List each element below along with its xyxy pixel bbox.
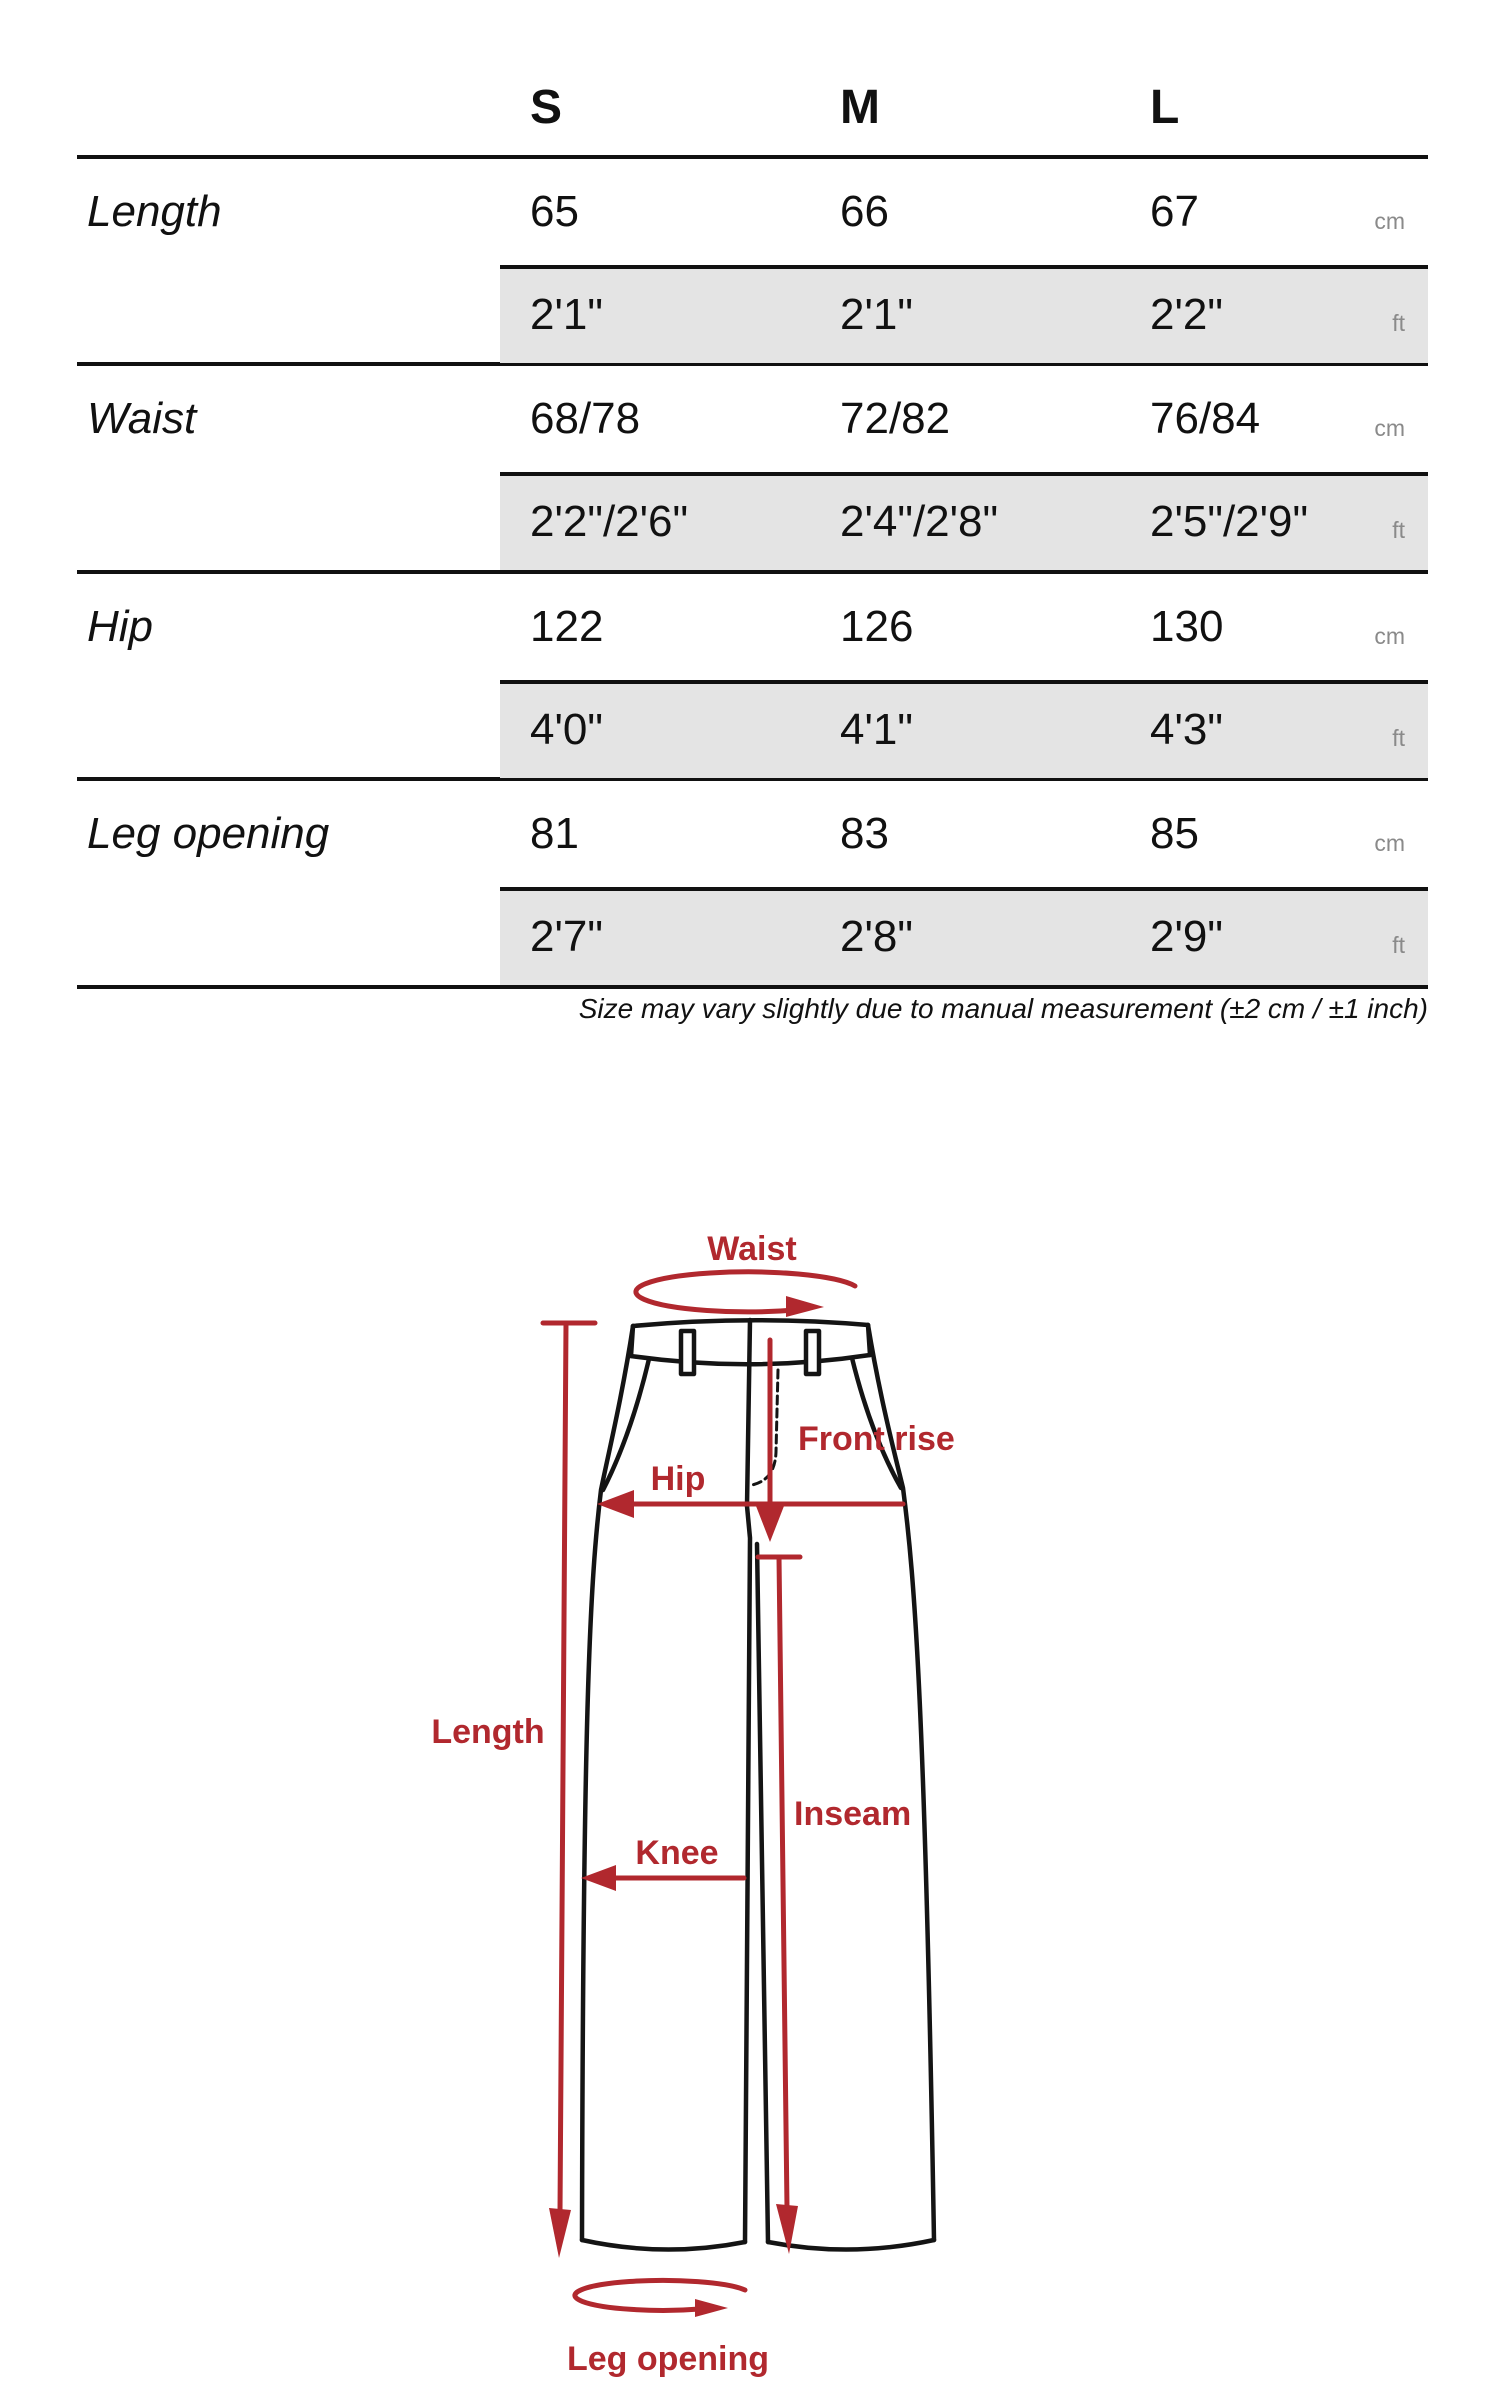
inseam-arrow-line [779, 1557, 787, 2208]
cell-ft-l: 2'5"/2'9" [1150, 497, 1309, 546]
pants-outline [582, 1320, 934, 2250]
column-header-m: M [840, 81, 880, 134]
column-header-s: S [530, 81, 563, 134]
unit-ft: ft [1392, 725, 1405, 751]
cell-ft-l: 2'9" [1150, 912, 1223, 961]
measurement-note: Size may vary slightly due to manual measurement (±2 cm / ±1 inch) [578, 993, 1428, 1024]
leg-opening-label: Leg opening [566, 2340, 770, 2378]
cell-cm-l: 67 [1150, 187, 1199, 236]
row-label: Hip [87, 602, 154, 651]
cell-ft-s: 2'1" [530, 290, 603, 339]
cell-ft-l: 4'3" [1150, 705, 1223, 754]
left-hem [582, 2240, 745, 2250]
belt-loop-right [806, 1331, 819, 1374]
leg-opening-arrowhead [695, 2299, 728, 2317]
left-outer-seam [582, 1326, 633, 2240]
row-label: Leg opening [87, 809, 330, 858]
cell-cm-s: 81 [530, 809, 579, 858]
length-label: Length [431, 1713, 545, 1751]
waist-arrowhead [786, 1296, 824, 1317]
cell-cm-s: 65 [530, 187, 579, 236]
front-rise-arrowhead [756, 1506, 784, 1542]
cell-ft-s: 4'0" [530, 705, 603, 754]
cell-ft-m: 2'4"/2'8" [840, 497, 999, 546]
hip-label: Hip [650, 1460, 706, 1498]
table-rule [77, 155, 1428, 159]
cell-cm-l: 130 [1150, 602, 1224, 651]
unit-ft: ft [1392, 517, 1405, 543]
cell-ft-m: 2'8" [840, 912, 913, 961]
cell-ft-m: 4'1" [840, 705, 913, 754]
pants-measurement-diagram [0, 1150, 1500, 2400]
left-inseam [745, 1506, 750, 2242]
right-outer-seam [868, 1325, 934, 2240]
measurement-labels [431, 1230, 954, 2378]
length-arrowhead [549, 2208, 571, 2258]
knee-label: Knee [635, 1834, 719, 1872]
cell-ft-m: 2'1" [840, 290, 913, 339]
fly-stitch-line [752, 1370, 778, 1485]
row-label: Length [87, 187, 222, 236]
cell-cm-l: 76/84 [1150, 394, 1261, 443]
unit-cm: cm [1374, 208, 1405, 234]
cell-cm-l: 85 [1150, 809, 1199, 858]
unit-cm: cm [1374, 830, 1405, 856]
inseam-label: Inseam [794, 1795, 912, 1833]
cell-cm-m: 72/82 [840, 394, 951, 443]
cell-ft-s: 2'2"/2'6" [530, 497, 689, 546]
unit-cm: cm [1374, 415, 1405, 441]
cell-cm-m: 66 [840, 187, 889, 236]
waist-label: Waist [707, 1230, 797, 1268]
cell-ft-l: 2'2" [1150, 290, 1223, 339]
table-rule [77, 570, 1428, 574]
length-arrow-line [560, 1323, 566, 2212]
waist-girth-arrow [636, 1272, 855, 1312]
cell-cm-m: 126 [840, 602, 914, 651]
center-front-seam [747, 1320, 750, 1506]
cell-cm-s: 68/78 [530, 394, 641, 443]
row-label: Waist [87, 394, 197, 443]
right-inseam [757, 1544, 768, 2242]
unit-ft: ft [1392, 932, 1405, 958]
cell-cm-m: 83 [840, 809, 889, 858]
front-rise-label: Front rise [798, 1420, 955, 1458]
right-hem [768, 2240, 934, 2250]
unit-cm: cm [1374, 623, 1405, 649]
unit-ft: ft [1392, 310, 1405, 336]
belt-loop-left [681, 1331, 694, 1374]
cell-ft-s: 2'7" [530, 912, 603, 961]
column-header-l: L [1150, 81, 1180, 134]
cell-cm-s: 122 [530, 602, 604, 651]
